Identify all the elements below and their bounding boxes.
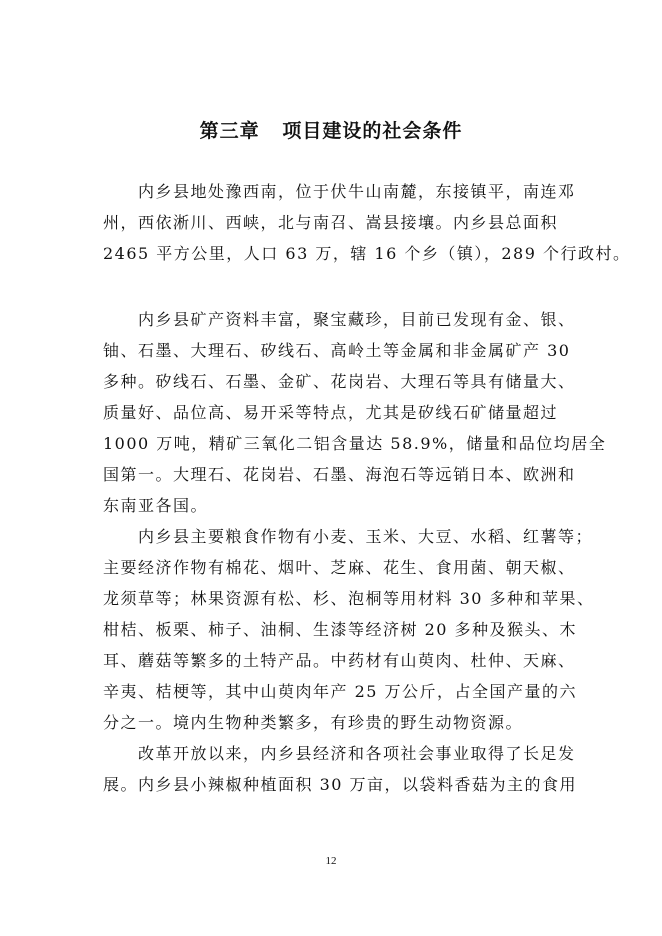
body-text-line: 辛夷、桔梗等，其中山萸肉年产 25 万公斤，占全国产量的六 — [103, 682, 578, 701]
body-text-line: 1000 万吨，精矿三氧化二铝含量达 58.9%，储量和品位均居全 — [103, 434, 607, 453]
body-text-line: 展。内乡县小辣椒种植面积 30 万亩，以袋料香菇为主的食用 — [103, 775, 578, 794]
body-text-line: 内乡县矿产资料丰富，聚宝藏珍，目前已发现有金、银、 — [103, 310, 576, 329]
body-text-line: 改革开放以来，内乡县经济和各项社会事业取得了长足发 — [103, 744, 576, 763]
body-text-line: 柑桔、板栗、柿子、油桐、生漆等经济树 20 多种及猴头、木 — [103, 620, 578, 639]
body-text-line: 分之一。境内生物种类繁多，有珍贵的野生动物资源。 — [103, 713, 524, 732]
body-text-line: 国第一。大理石、花岗岩、石墨、海泡石等远销日本、欧洲和 — [103, 465, 576, 484]
chapter-title: 第三章 项目建设的社会条件 — [199, 120, 463, 142]
body-text-line: 铀、石墨、大理石、矽线石、高岭土等金属和非金属矿产 30 — [103, 341, 571, 360]
body-text-line: 龙须草等；林果资源有松、杉、泡桐等用材料 30 多种和苹果、 — [103, 589, 595, 608]
body-text-line: 东南亚各国。 — [103, 496, 209, 515]
body-text-line: 2465 平方公里，人口 63 万，辖 16 个乡（镇），289 个行政村。 — [103, 244, 631, 263]
body-text-line: 质量好、品位高、易开采等特点，尤其是矽线石矿储量超过 — [103, 403, 559, 422]
body-text-line: 内乡县主要粮食作物有小麦、玉米、大豆、水稻、红薯等； — [103, 527, 594, 546]
body-text-line: 州，西依淅川、西峡，北与南召、嵩县接壤。内乡县总面积 — [103, 213, 559, 232]
body-text-line: 多种。矽线石、石墨、金矿、花岗岩、大理石等具有储量大、 — [103, 372, 576, 391]
body-text-line: 主要经济作物有棉花、烟叶、芝麻、花生、食用菌、朝天椒、 — [103, 558, 576, 577]
page-number: 12 — [325, 855, 337, 867]
body-text-line: 内乡县地处豫西南，位于伏牛山南麓，东接镇平，南连邓 — [103, 182, 576, 201]
body-text-line: 耳、蘑菇等繁多的土特产品。中药材有山萸肉、杜仲、天麻、 — [103, 651, 576, 670]
